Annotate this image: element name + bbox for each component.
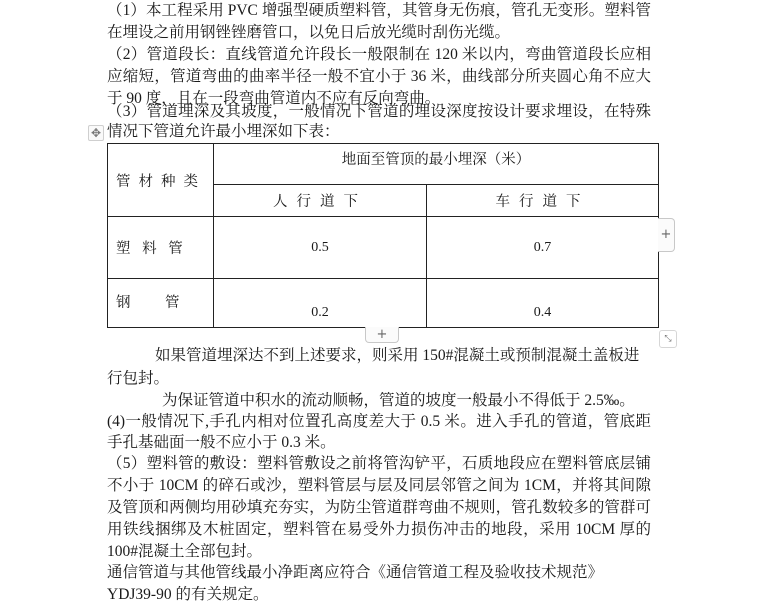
table-cell-sidewalk-value: 0.2 — [311, 305, 329, 320]
paragraph-2-line-1: （2）管道段长：直线管道允许段长一般限制在 120 米以内，弯曲管道段长应相 — [107, 46, 651, 63]
paragraph-4-line-2: 手孔基础面一般不应小于 0.3 米。 — [107, 434, 336, 451]
table-cell-sidewalk[interactable] — [214, 217, 427, 279]
paragraph-cover-line-2: 行包封。 — [107, 370, 170, 387]
table-cell-sidewalk-value: 0.5 — [311, 240, 329, 255]
table-header-depth-group-label: 地面至管顶的最小埋深（米） — [341, 152, 531, 168]
paragraph-5-line-2: 不小于 10CM 的碎石或沙，塑料管层与层及同层邻管之间为 1CM，并将其间隙 — [107, 477, 651, 494]
add-column-button[interactable]: + — [658, 218, 675, 252]
paragraph-standard-line-1: 通信管道与其他管线最小净距离应符合《通信管道工程及验收技术规范》 — [107, 564, 604, 581]
paragraph-standard-line-2: YDJ39-90 的有关规定。 — [107, 586, 269, 603]
table-cell-sidewalk[interactable] — [214, 279, 427, 328]
paragraph-3-line-1: （3）管道埋深及其坡度，一般情况下管道的埋设深度按设计要求埋设，在特殊 — [107, 103, 651, 120]
paragraph-slope: 为保证管道中积水的流动顺畅，管道的坡度一般最小不得低于 2.5‰。 — [162, 392, 635, 409]
table-cell-roadway[interactable] — [427, 279, 659, 328]
paragraph-5-line-3: 及管顶和两侧均用砂填充夯实，为防尘管道群弯曲不规则，管孔数较多的管群可 — [107, 499, 651, 516]
paragraph-5-line-1: （5）塑料管的敷设：塑料管敷设之前将管沟铲平，石质地段应在塑料管底层铺 — [107, 455, 651, 472]
paragraph-4-line-1: (4)一般情况下,手孔内相对位置孔高度差大于 0.5 米。进入手孔的管道，管底距 — [107, 413, 651, 430]
table-cell-roadway[interactable] — [427, 217, 659, 279]
table-cell-material[interactable] — [108, 279, 214, 328]
table-subheader-roadway-label: 车行道下 — [495, 194, 590, 210]
table-row — [108, 279, 659, 328]
table-cell-material[interactable] — [108, 217, 214, 279]
table-subheader-sidewalk-label: 人行道下 — [273, 194, 367, 210]
paragraph-5-line-5: 100#混凝土全部包封。 — [107, 543, 263, 560]
table-move-handle-icon[interactable]: ✥ — [88, 125, 104, 141]
table-cell-roadway-value: 0.7 — [533, 240, 552, 255]
paragraph-2-line-3: 于 90 度，且在一段弯曲管道内不应有反向弯曲。 — [107, 90, 441, 107]
paragraph-2-line-2: 应缩短，管道弯曲的曲率半径一般不宜小于 36 米，曲线部分所夹圆心角不应大 — [107, 68, 651, 85]
table-subheader-roadway[interactable] — [427, 185, 659, 217]
table-subheader-sidewalk[interactable] — [214, 185, 427, 217]
paragraph-cover-line-1: 如果管道埋深达不到上述要求，则采用 150#混凝土或预制混凝土盖板进 — [155, 347, 640, 364]
table-row — [108, 217, 659, 279]
burial-depth-table — [107, 143, 659, 328]
table-resize-icon[interactable]: ⤡ — [659, 330, 677, 348]
paragraph-5-line-4: 用铁线捆绑及木桩固定，塑料管在易受外力损伤冲击的地段，采用 10CM 厚的 — [107, 521, 651, 538]
paragraph-1-line-1: （1）本工程采用 PVC 增强型硬质塑料管，其管身无伤痕，管孔无变形。塑料管 — [107, 2, 651, 19]
table-header-material[interactable] — [108, 144, 214, 217]
table-cell-material-label: 钢 管 — [116, 295, 184, 311]
table-cell-roadway-value: 0.4 — [533, 305, 552, 320]
paragraph-1-line-2: 在埋设之前用钢锉锉磨管口，以免日后放光缆时刮伤光缆。 — [107, 24, 511, 41]
add-row-button[interactable]: + — [365, 327, 399, 343]
paragraph-3-line-2: 情况下管道允许最小埋深如下表： — [107, 123, 340, 140]
table-header-depth-group[interactable] — [214, 144, 659, 185]
table-header-material-label: 管材种类 — [116, 173, 206, 190]
table-cell-material-label: 塑 料 管 — [116, 241, 187, 257]
